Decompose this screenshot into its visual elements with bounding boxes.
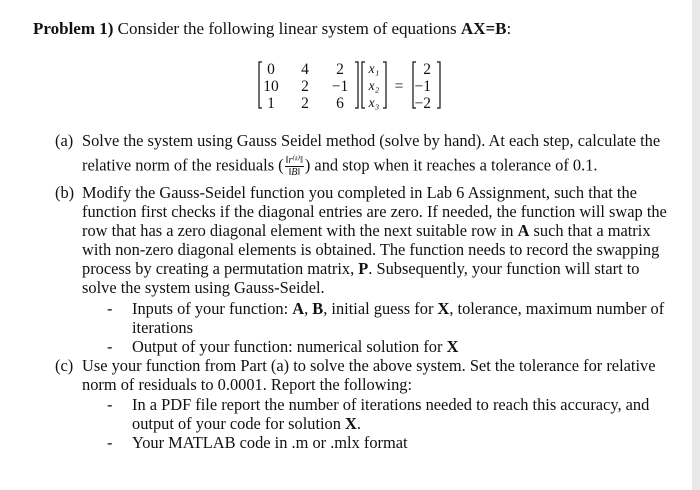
vector-x-right-bracket: [383, 62, 386, 108]
matrix-a-cell: 6: [336, 95, 344, 112]
bullet-dash: -: [107, 433, 113, 452]
output-label: Output of your function: numerical solution for: [132, 337, 447, 356]
fraction-denominator: ‖B‖: [288, 167, 301, 178]
bullet-dash: -: [107, 299, 113, 318]
problem-colon: :: [506, 19, 512, 38]
part-c-bullet-1-line-1: In a PDF file report the number of iterations needed to reach this accuracy, and: [132, 395, 650, 414]
part-b-bullet-1-line-2: iterations: [132, 318, 193, 337]
input-x: X: [437, 299, 450, 318]
part-b-line-3-end: such that a matrix: [529, 221, 651, 240]
matrix-a-cell: 1: [267, 95, 275, 112]
part-b-bullet-2: [132, 337, 458, 356]
part-c-line-2: norm of residuals to 0.0001. Report the following:: [82, 375, 413, 394]
part-b-line-1: Modify the Gauss-Seidel function you completed in Lab 6 Assignment, such that the: [82, 183, 637, 202]
part-b-marker: (b): [55, 183, 75, 202]
output-x: X: [446, 337, 459, 356]
matrix-a-cell: 10: [263, 78, 279, 95]
part-c-bullet-2: Your MATLAB code in .m or .mlx format: [132, 433, 408, 452]
vector-b-cell: −2: [414, 95, 431, 112]
part-b-line-3-start: row that has a zero diagonal element with the next suitable row in: [82, 221, 518, 240]
bullet-dash: -: [107, 337, 113, 356]
fraction-numerator: ‖r⁽ᵏ⁾‖: [285, 155, 303, 166]
problem-statement: [33, 19, 511, 39]
part-b-bullet-1-line-1: [132, 299, 664, 318]
matrix-a-cell: 2: [301, 95, 309, 112]
part-a-line-2: [82, 155, 598, 178]
part-b-line-5-end: . Subsequently, your function will start to: [368, 259, 640, 278]
vector-b-cell: 2: [423, 61, 431, 78]
report-output-text: output of your code for solution: [132, 414, 346, 433]
matrix-a-cell: 2: [301, 78, 309, 95]
part-a-line-2-end: ) and stop when it reaches a tolerance of 0.1.: [304, 155, 598, 175]
part-c-bullet-1-line-2: [132, 414, 361, 433]
vector-x-cell: x₃: [368, 95, 380, 110]
part-a-line-1: Solve the system using Gauss Seidel method (solve by hand). At each step, calculate the: [82, 131, 661, 150]
matrix-a-cell: 4: [301, 61, 309, 78]
input-b: B: [312, 299, 324, 318]
vector-x-cell: x₂: [368, 78, 380, 93]
problem-intro: Consider the following linear system of equations: [113, 19, 461, 38]
input-rest: , tolerance, maximum number of: [449, 299, 665, 318]
permutation-matrix-symbol: P: [358, 259, 369, 278]
part-b-line-3: [82, 221, 651, 240]
part-c-marker: (c): [55, 356, 74, 375]
part-c-line-1: Use your function from Part (a) to solve the above system. Set the tolerance for relative: [82, 356, 656, 375]
bullet-dash: -: [107, 395, 113, 414]
inputs-label: Inputs of your function:: [132, 299, 293, 318]
part-b-line-4: with non-zero diagonal elements is obtained. The function needs to record the swapping: [82, 240, 660, 259]
input-separator: ,: [304, 299, 313, 318]
matrix-a-left-bracket: [259, 62, 262, 108]
equals-sign: =: [394, 78, 404, 95]
matrix-equation-svg: [257, 59, 443, 111]
matrix-a-right-bracket: [355, 62, 358, 108]
page-scrollbar[interactable]: [692, 0, 700, 490]
vector-b-cell: −1: [414, 78, 431, 95]
relative-residual-fraction: [285, 155, 304, 178]
matrix-a-symbol: A: [517, 221, 530, 240]
problem-number: Problem 1): [33, 19, 114, 38]
part-a-marker: (a): [55, 131, 74, 150]
matrix-a-cell: 0: [267, 61, 275, 78]
matrix-a-cell: −1: [331, 78, 349, 95]
part-b-line-2: function first checks if the diagonal entries are zero. If needed, the function will swap the: [82, 202, 667, 221]
vector-x-left-bracket: [362, 62, 365, 108]
part-a-line-2-start: relative norm of the residuals (: [82, 155, 284, 175]
vector-x-cell: x₁: [368, 61, 380, 76]
vector-b-right-bracket: [437, 62, 440, 108]
input-mid: , initial guess for: [323, 299, 438, 318]
matrix-a-cell: 2: [336, 61, 344, 78]
part-b-line-6: solve the system using Gauss-Seidel.: [82, 278, 325, 297]
matrix-equation: [257, 59, 443, 111]
report-period: .: [356, 414, 361, 433]
equation-name: AX=B: [460, 19, 507, 38]
part-b-line-5: [82, 259, 639, 278]
solution-x: X: [345, 414, 357, 433]
input-a: A: [292, 299, 305, 318]
part-b-line-5-start: process by creating a permutation matrix,: [82, 259, 359, 278]
